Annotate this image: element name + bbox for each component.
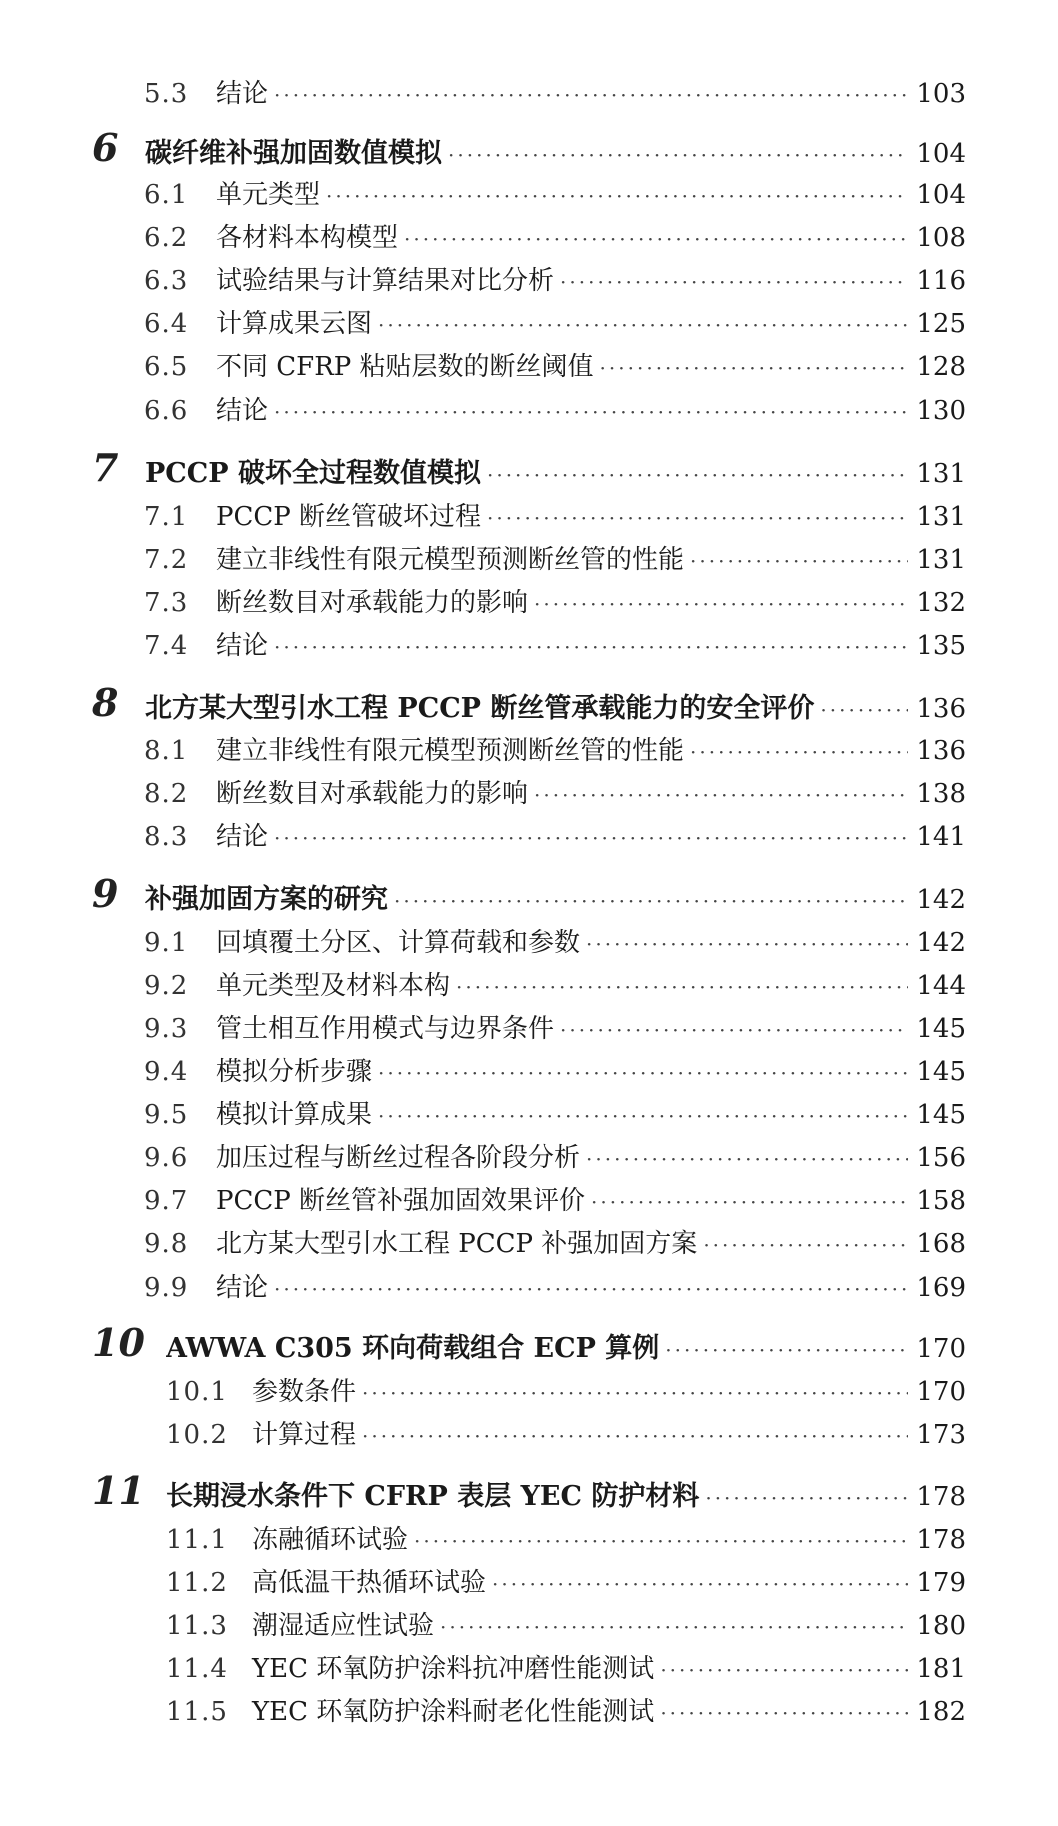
section-title: 高低温干热循环试验 [252,1568,487,1598]
page-number: 104 [916,180,966,210]
toc-section-entry[interactable] [144,729,966,773]
section-title: 模拟分析步骤 [216,1057,373,1087]
page-number: 168 [916,1229,966,1259]
toc-section-entry[interactable] [166,1413,966,1457]
page-number: 145 [916,1014,966,1044]
page-number: 135 [916,631,966,661]
page-number: 131 [916,545,966,575]
leader-dots [440,1605,908,1648]
section-title: 北方某大型引水工程 PCCP 补强加固方案 [216,1229,698,1259]
section-number: 9.9 [144,1273,189,1303]
leader-dots [665,1327,908,1372]
section-title: 计算成果云图 [216,309,373,339]
page-number: 169 [916,1273,966,1303]
section-title: YEC 环氧防护涂料耐老化性能测试 [252,1697,655,1727]
leader-dots [487,496,908,539]
toc-section-entry[interactable] [144,815,966,859]
page-number: 144 [916,971,966,1001]
toc-section-entry[interactable] [144,1136,966,1180]
toc-section-entry[interactable] [166,1561,966,1605]
leader-dots [560,1008,908,1051]
section-title: 模拟计算成果 [216,1100,373,1130]
section-title: 结论 [216,631,269,661]
leader-dots [703,1223,908,1266]
page-number: 136 [916,736,966,766]
leader-dots [362,1414,908,1457]
leader-dots [586,922,908,965]
toc-section-entry[interactable] [144,302,966,346]
section-number: 9.7 [144,1186,189,1216]
chapter-title: PCCP 破坏全过程数值模拟 [145,458,481,489]
section-title: 结论 [216,822,269,852]
leader-dots [274,816,908,859]
page-number: 108 [916,223,966,253]
section-number: 6.4 [144,309,189,339]
section-number: 11.4 [166,1654,228,1684]
toc-section-entry[interactable] [144,495,966,539]
chapter-number: 11 [92,1468,145,1513]
toc-section-entry[interactable] [144,772,966,816]
section-number: 7.3 [144,588,189,618]
leader-dots [378,303,908,346]
toc-section-entry[interactable] [144,216,966,260]
toc-section-entry[interactable] [144,538,966,582]
section-number: 7.1 [144,502,189,532]
section-number: 11.5 [166,1697,228,1727]
toc-section-entry[interactable] [166,1647,966,1691]
section-title: 试验结果与计算结果对比分析 [216,266,555,296]
section-title: 不同 CFRP 粘贴层数的断丝阈值 [216,352,594,382]
page-number: 128 [916,352,966,382]
toc-section-entry[interactable] [144,1050,966,1094]
section-title: 结论 [216,396,269,426]
page-number: 182 [916,1697,966,1727]
section-number: 6.5 [144,352,189,382]
leader-dots [274,390,908,433]
page-number: 131 [916,459,966,489]
page-number: 178 [916,1525,966,1555]
toc-section-entry[interactable] [144,259,966,303]
toc-section-entry[interactable] [144,1222,966,1266]
leader-dots [534,773,908,816]
section-title: 计算过程 [252,1420,357,1450]
leader-dots [705,1475,908,1520]
leader-dots [448,132,908,177]
section-title: 单元类型 [216,180,321,210]
page-number: 145 [916,1100,966,1130]
leader-dots [492,1562,908,1605]
section-title: 建立非线性有限元模型预测断丝管的性能 [216,736,685,766]
section-number: 8.1 [144,736,189,766]
section-title: 断丝数目对承载能力的影响 [216,588,529,618]
section-title: 结论 [216,79,269,109]
toc-section-entry[interactable] [144,389,966,433]
toc-section-entry[interactable] [166,1690,966,1734]
section-number: 9.8 [144,1229,189,1259]
section-number: 9.3 [144,1014,189,1044]
section-number: 9.6 [144,1143,189,1173]
section-number: 8.3 [144,822,189,852]
leader-dots [378,1094,908,1137]
chapter-title: 长期浸水条件下 CFRP 表层 YEC 防护材料 [166,1481,700,1512]
leader-dots [326,174,908,217]
page-number: 136 [916,694,966,724]
section-title: 潮湿适应性试验 [252,1611,435,1641]
leader-dots [534,582,908,625]
leader-dots [820,687,908,732]
section-number: 7.2 [144,545,189,575]
toc-section-entry[interactable] [144,1007,966,1051]
leader-dots [560,260,908,303]
toc-chapter-entry[interactable] [166,1326,966,1372]
chapter-title: AWWA C305 环向荷载组合 ECP 算例 [166,1333,660,1364]
section-title: PCCP 断丝管破坏过程 [216,502,482,532]
chapter-number: 6 [92,125,119,170]
leader-dots [404,217,908,260]
section-number: 5.3 [144,79,189,109]
chapter-number: 9 [92,871,119,916]
page-number: 103 [916,79,966,109]
leader-dots [690,730,908,773]
toc-section-entry[interactable] [144,72,966,116]
leader-dots [414,1519,908,1562]
section-title: YEC 环氧防护涂料抗冲磨性能测试 [252,1654,655,1684]
section-title: 加压过程与断丝过程各阶段分析 [216,1143,581,1173]
page-number: 170 [916,1334,966,1364]
leader-dots [660,1648,908,1691]
toc-section-entry[interactable] [144,173,966,217]
leader-dots [274,625,908,668]
chapter-title: 北方某大型引水工程 PCCP 断丝管承载能力的安全评价 [145,693,815,724]
section-number: 9.5 [144,1100,189,1130]
chapter-number: 7 [92,445,119,490]
section-number: 6.2 [144,223,189,253]
page-number: 142 [916,885,966,915]
toc-section-entry[interactable] [144,624,966,668]
page-number: 178 [916,1482,966,1512]
section-number: 8.2 [144,779,189,809]
section-number: 11.3 [166,1611,228,1641]
page-number: 132 [916,588,966,618]
section-title: 管土相互作用模式与边界条件 [216,1014,555,1044]
toc-section-entry[interactable] [166,1370,966,1414]
toc-section-entry[interactable] [144,921,966,965]
toc-section-entry[interactable] [166,1604,966,1648]
toc-section-entry[interactable] [144,1179,966,1223]
page-number: 130 [916,396,966,426]
section-number: 10.1 [166,1377,228,1407]
page-number: 179 [916,1568,966,1598]
page-number: 145 [916,1057,966,1087]
section-number: 10.2 [166,1420,228,1450]
chapter-title: 碳纤维补强加固数值模拟 [145,138,442,169]
section-number: 9.4 [144,1057,189,1087]
leader-dots [487,452,908,497]
leader-dots [362,1371,908,1414]
section-number: 11.2 [166,1568,228,1598]
section-title: 冻融循环试验 [252,1525,409,1555]
page-number: 142 [916,928,966,958]
toc-section-entry[interactable] [144,581,966,625]
section-number: 6.6 [144,396,189,426]
toc-section-entry[interactable] [144,1093,966,1137]
page-number: 131 [916,502,966,532]
page-number: 156 [916,1143,966,1173]
section-number: 7.4 [144,631,189,661]
page-number: 173 [916,1420,966,1450]
chapter-number: 8 [92,680,119,725]
page-number: 138 [916,779,966,809]
section-title: PCCP 断丝管补强加固效果评价 [216,1186,586,1216]
page-number: 170 [916,1377,966,1407]
leader-dots [274,73,908,116]
toc-section-entry[interactable] [144,345,966,389]
leader-dots [586,1137,908,1180]
toc-chapter-entry[interactable] [145,877,966,923]
page-number: 125 [916,309,966,339]
leader-dots [600,346,909,389]
section-title: 断丝数目对承载能力的影响 [216,779,529,809]
toc-chapter-entry[interactable] [145,686,966,732]
page-number: 116 [916,266,966,296]
page-number: 104 [916,139,966,169]
section-title: 建立非线性有限元模型预测断丝管的性能 [216,545,685,575]
toc-chapter-entry[interactable] [166,1474,966,1520]
page-number: 181 [916,1654,966,1684]
toc-section-entry[interactable] [166,1518,966,1562]
section-number: 11.1 [166,1525,228,1555]
chapter-title: 补强加固方案的研究 [145,884,388,915]
section-title: 结论 [216,1273,269,1303]
page-number: 158 [916,1186,966,1216]
section-title: 回填覆土分区、计算荷载和参数 [216,928,581,958]
section-number: 9.1 [144,928,189,958]
chapter-number: 10 [92,1320,145,1365]
toc-section-entry[interactable] [144,964,966,1008]
leader-dots [456,965,908,1008]
section-title: 各材料本构模型 [216,223,399,253]
section-number: 6.3 [144,266,189,296]
leader-dots [274,1267,908,1310]
leader-dots [591,1180,908,1223]
section-number: 9.2 [144,971,189,1001]
toc-chapter-entry[interactable] [145,131,966,177]
section-title: 单元类型及材料本构 [216,971,451,1001]
page-number: 141 [916,822,966,852]
toc-chapter-entry[interactable] [145,451,966,497]
page-number: 180 [916,1611,966,1641]
leader-dots [378,1051,908,1094]
section-number: 6.1 [144,180,189,210]
leader-dots [660,1691,908,1734]
leader-dots [394,878,908,923]
leader-dots [690,539,908,582]
section-title: 参数条件 [252,1377,357,1407]
toc-section-entry[interactable] [144,1266,966,1310]
